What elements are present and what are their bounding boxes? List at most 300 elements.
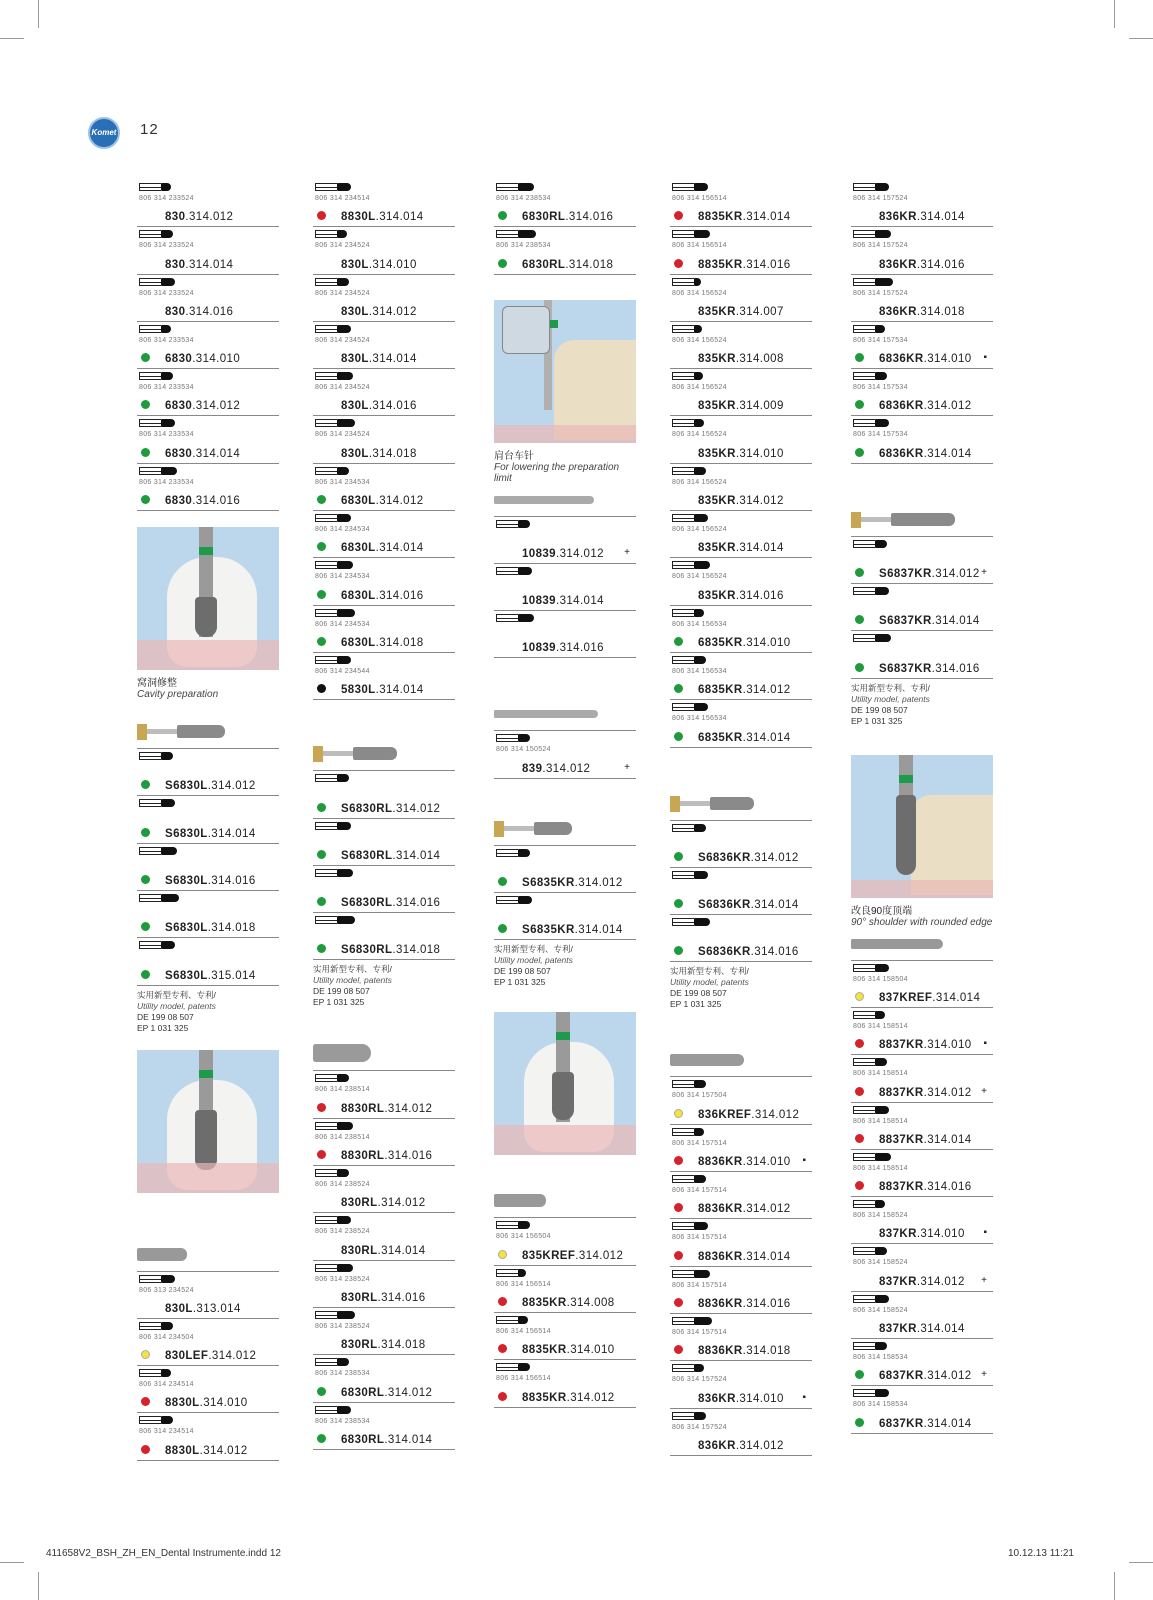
article-code: 806 314 233534 [139,478,194,486]
grit-dot-icon [855,615,864,624]
reference-bold: S6830L [165,827,208,840]
reference-suffix: .314.014 [916,1323,965,1336]
reference-suffix: .314.012 [742,1203,791,1216]
reference-bold: 830L [341,305,369,318]
availability-mark: ▪ [983,1227,987,1239]
bur-shank-icon [672,1128,694,1136]
bur-head-icon [161,183,171,191]
reference-bold: 835KR [698,589,736,602]
grit-dot-icon [855,400,864,409]
reference-number [165,306,233,318]
bur-shank-icon [496,1221,518,1229]
logo-text: Komet [91,128,117,137]
instrument-image [851,504,993,537]
reference-suffix: .314.012 [751,1108,800,1121]
bur-head-icon [337,561,353,569]
reference-number [698,495,784,507]
reference-bold: S6830RL [341,944,393,957]
reference-number [698,1345,791,1357]
patent-ep: EP 1 031 325 [494,977,546,988]
reference-suffix: .314.018 [377,1339,426,1352]
product-row [313,180,455,227]
availability-mark: + [981,1369,987,1381]
patent-de: DE 199 08 507 [670,988,727,999]
product-row [670,416,812,463]
reference-suffix: .314.012 [542,762,591,775]
instrument-image [137,1239,279,1272]
product-row [313,913,455,960]
bur-shank-icon [672,1080,694,1088]
reference-bold: 835KR [698,447,736,460]
product-row [670,700,812,747]
reference-suffix: .314.012 [368,305,417,318]
availability-mark: ▪ [983,352,987,364]
bur-head-icon [337,1406,351,1414]
reference-suffix: .314.008 [566,1296,615,1309]
bur-shank-icon [672,278,694,286]
product-row [313,1166,455,1213]
reference-suffix: .314.012 [384,1102,433,1115]
grit-dot-icon [855,568,864,577]
reference-number [879,1181,972,1193]
reference-bold: 836KR [879,258,917,271]
article-code: 806 314 238514 [315,1133,370,1141]
article-code: 806 314 158524 [853,1306,908,1314]
reference-bold: 6837KR [879,1417,924,1430]
article-code: 806 314 234534 [315,478,370,486]
product-row [313,322,455,369]
reference-number [165,922,256,934]
bur-shank-icon [139,325,161,333]
reference-number [879,568,980,580]
reference-number [165,1350,256,1362]
article-code: 806 314 234544 [315,667,370,675]
reference-number [879,1228,965,1240]
bur-shank-icon [672,561,694,569]
reference-suffix: .314.012 [931,568,980,581]
article-code: 806 314 156524 [672,384,727,392]
reference-bold: S6830L [165,922,208,935]
reference-number [698,590,784,602]
grit-dot-icon [317,803,326,812]
reference-suffix: .314.014 [742,731,791,744]
reference-number [879,615,980,627]
bur-head-icon [161,847,177,855]
bur-shank-icon [853,1058,875,1066]
reference-bold: S6837KR [879,615,932,628]
product-row [137,749,279,796]
reference-bold: 830LEF [165,1350,209,1363]
reference-bold: 6830 [165,495,193,508]
reference-bold: 10839 [522,642,556,655]
reference-number [698,353,784,365]
bur-shank-icon [139,372,161,380]
bur-shank-icon [853,1389,875,1397]
product-row [494,1218,636,1265]
article-code: 806 314 156524 [672,431,727,439]
availability-mark: ▪ [983,1038,987,1050]
reference-suffix: .314.012 [742,684,791,697]
reference-suffix: .314.014 [192,447,241,460]
reference-number [341,306,417,318]
patent-de: DE 199 08 507 [851,704,908,715]
product-list [137,180,279,511]
grit-dot-icon [855,1039,864,1048]
bur-shank-icon [139,183,161,191]
reference-suffix: .314.016 [368,400,417,413]
bur-shank-icon [672,871,694,879]
product-row [670,227,812,274]
page-number: 12 [140,121,159,138]
grit-dot-icon [498,1392,507,1401]
bur-head-icon [518,1363,530,1371]
bur-head-icon [337,325,351,333]
bur-shank-icon [496,1269,518,1277]
reference-bold: 6830 [165,400,193,413]
bur-shank-icon [139,799,161,807]
bur-shank-icon [672,1364,694,1372]
reference-suffix: .314.014 [742,1250,791,1263]
bur-head-icon [161,1416,173,1424]
reference-number [165,495,240,507]
product-list [313,771,455,960]
article-code: 806 314 233524 [139,195,194,202]
bur-head-icon [694,871,708,879]
column-1 [137,180,279,1461]
product-row [851,1150,993,1197]
caption-en: For lowering the preparation limit [494,461,620,484]
bur-shank-icon [672,824,694,832]
reference-suffix: .314.012 [575,1249,624,1262]
gum-illustration [851,880,993,898]
bur-shank-icon [853,540,875,548]
bur-head-icon [875,964,889,972]
bur-head-icon [337,1216,351,1224]
reference-suffix: .314.016 [207,874,256,887]
product-row [851,1103,993,1150]
article-code: 806 314 158514 [853,1070,908,1078]
bur-illustration [195,597,217,637]
bur-head-icon [337,656,351,664]
article-code: 806 314 156524 [672,289,727,297]
bur-head-icon [161,467,177,475]
article-code: 806 314 238524 [315,1228,370,1236]
bur-head-icon [694,1128,704,1136]
reference-number [341,259,417,271]
reference-bold: 6835KR [698,684,743,697]
product-row [670,180,812,227]
reference-number [879,306,965,318]
product-row [670,1125,812,1172]
reference-bold: 830L [165,1302,193,1315]
bur-head-icon [694,325,702,333]
crop-mark [38,0,39,28]
column-2 [313,180,455,1450]
article-code: 806 314 156514 [496,1327,551,1335]
bur-shank-icon [853,1295,875,1303]
grit-dot-icon [317,850,326,859]
reference-suffix: .314.012 [574,877,623,890]
reference-suffix: .314.010 [742,1156,791,1169]
detail-inset [502,306,550,354]
product-row [670,821,812,868]
bur-head-icon [337,278,349,286]
reference-suffix: .314.016 [384,1150,433,1163]
brand-logo [88,117,120,149]
product-row [137,369,279,416]
reference-number [522,763,590,775]
product-list [137,1272,279,1461]
grit-dot-icon [317,1103,326,1112]
bur-head-icon [518,1221,530,1229]
product-row [851,1008,993,1055]
product-row [313,1213,455,1260]
reference-suffix: .314.018 [742,1345,791,1358]
reference-bold: 6836KR [879,353,924,366]
reference-number [165,211,233,223]
reference-suffix: .314.014 [384,1433,433,1446]
product-row [137,180,279,227]
product-list [494,731,636,778]
reference-number [165,400,240,412]
product-row [313,653,455,700]
grit-dot-icon [855,1181,864,1190]
bur-head-icon [694,278,701,286]
bur-shank-icon [139,894,161,902]
bur-head-icon [694,230,710,238]
reference-number [341,944,440,956]
bur-head-icon [694,656,706,664]
reference-number [341,1245,426,1257]
article-code: 806 314 234524 [315,242,370,250]
tooth-photo [494,1012,636,1155]
crop-mark [1114,1572,1115,1600]
reference-number [698,1251,791,1263]
reference-number [341,1197,426,1209]
product-list [494,846,636,941]
reference-suffix: .314.016 [192,495,241,508]
reference-suffix: .314.010 [923,1039,972,1052]
grit-dot-icon [855,992,864,1001]
product-row [313,1071,455,1118]
grit-dot-icon [141,1445,150,1454]
bur-shank-icon [672,183,694,191]
crop-mark [1114,0,1115,28]
reference-suffix: .314.014 [742,211,791,224]
product-list [494,517,636,659]
reference-bold: 6830L [341,542,376,555]
grit-dot-icon [141,353,150,362]
bur-shank-icon [315,514,337,522]
reference-bold: S6836KR [698,946,751,959]
crop-mark [38,1572,39,1600]
bur-shank-icon [315,325,337,333]
reference-suffix: .314.014 [735,542,784,555]
reference-bold: 830 [165,211,186,224]
reference-number [879,1418,972,1430]
grit-dot-icon [855,448,864,457]
availability-mark: + [981,1085,987,1097]
bur-head-icon [518,520,530,528]
reference-number [165,353,240,365]
reference-suffix: .313.014 [192,1302,241,1315]
patent-de: DE 199 08 507 [313,986,370,997]
reference-bold: 8830RL [341,1102,385,1115]
bur-shank-icon [672,514,694,522]
product-row [494,731,636,778]
bur-head-icon [694,1317,712,1325]
bur-shank-icon [315,1311,337,1319]
tooth-photo [137,1050,279,1193]
crop-mark [0,38,24,39]
reference-suffix: .314.016 [555,642,604,655]
shoulder-photo [851,755,993,898]
reference-suffix: .314.016 [923,1181,972,1194]
bur-shank-icon [853,964,875,972]
patent-zh: 实用新型专利、专利/ [670,966,749,977]
reference-number [341,1150,432,1162]
product-row [313,1119,455,1166]
reference-bold: 835KR [698,353,736,366]
bur-head-icon [161,372,173,380]
article-code: 806 314 157504 [672,1092,727,1100]
product-row [313,416,455,463]
reference-suffix: .314.012 [735,495,784,508]
reference-number [341,448,417,460]
product-row [851,961,993,1008]
availability-mark: + [981,567,987,579]
reference-number [879,1276,965,1288]
reference-bold: 830RL [341,1244,378,1257]
product-row [670,868,812,915]
reference-number [879,1134,972,1146]
bur-shank-icon [496,849,518,857]
bur-head-icon [875,230,891,238]
grit-dot-icon [674,1203,683,1212]
product-row [137,796,279,843]
article-code: 806 314 234514 [139,1381,194,1389]
bur-head-icon [161,419,175,427]
article-code: 806 314 238514 [315,1086,370,1094]
product-row [313,771,455,818]
article-code: 806 314 156514 [496,1280,551,1288]
grit-dot-icon [141,828,150,837]
crop-mark [1129,38,1153,39]
reference-bold: 6830L [341,495,376,508]
reference-suffix: .314.012 [375,495,424,508]
product-row [851,1197,993,1244]
reference-suffix: .314.014 [392,849,441,862]
reference-suffix: .314.010 [735,1392,784,1405]
footer-file: 411658V2_BSH_ZH_EN_Dental Instrumente.indd 12 [46,1548,281,1559]
reference-suffix: .314.014 [377,1244,426,1257]
reference-bold: 8835KR [522,1296,567,1309]
bur-shank-icon [139,941,161,949]
patent-en: Utility model, patents [670,977,749,988]
reference-number [165,780,256,792]
product-row [494,1266,636,1313]
product-row [670,915,812,962]
product-row [851,227,993,274]
reference-number [522,259,613,271]
bur-shank-icon [672,1222,694,1230]
footer-date: 10.12.13 11:21 [1008,1548,1074,1559]
reference-number [698,637,791,649]
bur-shank-icon [853,183,875,191]
product-row [670,1267,812,1314]
reference-suffix: .314.014 [555,595,604,608]
patent-en: Utility model, patents [494,955,573,966]
caption-en: 90° shoulder with rounded edge [851,916,993,928]
product-row [670,511,812,558]
reference-bold: 8835KR [522,1344,567,1357]
reference-bold: S6836KR [698,851,751,864]
reference-number [698,400,784,412]
reference-suffix: .314.012 [192,400,241,413]
grit-dot-icon [855,1370,864,1379]
product-row [137,938,279,985]
product-row [494,1360,636,1407]
product-row [494,180,636,227]
reference-suffix: .314.016 [742,258,791,271]
reference-bold: 8835KR [698,258,743,271]
product-row [670,1077,812,1124]
reference-bold: 8836KR [698,1203,743,1216]
availability-mark: ▪ [802,1155,806,1167]
bur-shank-icon [139,1369,161,1377]
shoulder-photo [494,300,636,443]
bur-head-icon [518,896,532,904]
bur-head-icon [694,372,703,380]
product-row [851,322,993,369]
bur-head-icon [875,372,887,380]
product-row [137,844,279,891]
bur-shank-icon [139,1322,161,1330]
reference-bold: 837KR [879,1323,917,1336]
bur-illustration [896,795,916,875]
grit-dot-icon [141,1350,150,1359]
reference-number [341,495,424,507]
bur-shank-icon [496,1363,518,1371]
bur-shank-icon [672,656,694,664]
bur-shank-icon [315,1169,337,1177]
article-code: 806 314 238534 [315,1417,370,1425]
product-row [851,369,993,416]
reference-bold: S6830L [165,969,208,982]
bur-shank-icon [853,634,875,642]
bur-head-icon [875,325,885,333]
bur-head-icon [518,183,534,191]
reference-suffix: .314.010 [923,353,972,366]
bur-shank-icon [853,1200,875,1208]
reference-bold: 8836KR [698,1250,743,1263]
gum-illustration [494,1125,636,1155]
article-code: 806 314 157534 [853,431,908,439]
product-row [313,511,455,558]
reference-number [522,1344,615,1356]
reference-number [522,642,604,654]
reference-suffix: .314.014 [574,924,623,937]
bur-head-icon [875,1200,885,1208]
bur-shank-icon [672,1412,694,1420]
reference-bold: 836KR [879,305,917,318]
reference-bold: 839 [522,762,543,775]
reference-number [879,259,965,271]
reference-bold: 8830L [165,1397,200,1410]
product-row [670,1409,812,1456]
reference-suffix: .314.012 [566,1391,615,1404]
product-row [137,1319,279,1366]
